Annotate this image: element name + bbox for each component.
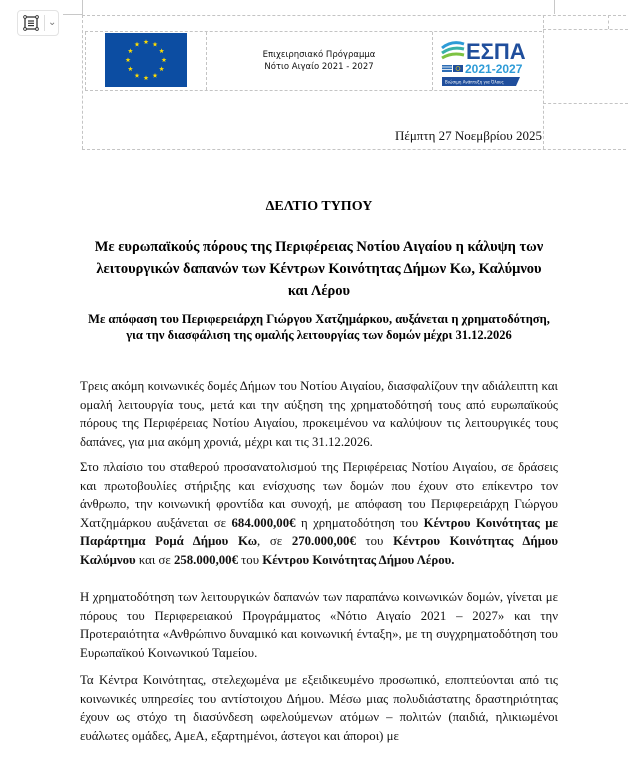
layout-options-button[interactable]: [17, 10, 59, 36]
document-date: Πέμπτη 27 Νοεμβρίου 2025: [394, 128, 542, 143]
paragraph-text: του: [355, 534, 394, 548]
margin-guide: [554, 0, 555, 14]
espa-name: ΕΣΠΑ: [465, 39, 526, 64]
community-center-name: Κέντρου Κοινότητας Δήμου Καλύμνου: [80, 534, 558, 567]
document-subtitle: Με ευρωπαϊκούς πόρους της Περιφέρειας Νοτίου Αιγαίου η κάλυψη των λειτουργικών δαπανών των Κέντρων Κοινότητας Δήμων Κω, Καλύμνου και Λέρου: [94, 239, 544, 299]
paragraph-text: και σε: [135, 552, 174, 567]
eu-star-icon: [162, 57, 167, 62]
eu-star-icon: [144, 39, 149, 44]
logo-row: [85, 31, 542, 91]
eu-star-icon: [153, 73, 158, 78]
table-border: [543, 15, 544, 149]
espa-logo[interactable]: [440, 34, 536, 88]
toolbar-separator: [44, 15, 45, 31]
table-border: [82, 15, 83, 149]
funding-amount: 270.000,00€: [291, 534, 356, 548]
eu-star-icon: [135, 42, 140, 47]
eu-logo-cell: [85, 32, 207, 90]
program-cell: [206, 32, 433, 90]
espa-tagline: Βιώσιμη Ανάπτυξη για Όλους: [444, 79, 504, 85]
eu-star-icon: [128, 66, 133, 71]
table-border: [543, 29, 628, 30]
paragraph-2: [80, 458, 558, 569]
paragraph-1: Τρεις ακόμη κοινωνικές δομές Δήμων του Νοτίου Αιγαίου, διασφαλίζουν την αδιάλειπτη και ομαλή λειτουργία τους, μετά και την αύξηση της χρηματοδότησή τους από ευρωπαϊκούς πόρους της Περιφέρειας Νοτίου Αιγαίου, προκειμένου να καλύψουν τις λειτουργικές τους δαπάνες, για μια ακόμη χρονιά, μέχρι και τις 31.12.2026.: [80, 379, 558, 449]
eu-star-icon: [153, 42, 158, 47]
paragraph-text: η χρηματοδότηση του: [295, 515, 424, 530]
paragraph-text: του: [237, 552, 263, 567]
paragraph-3: Η χρηματοδότηση των λειτουργικών δαπανών των παραπάνω κοινωνικών δομών, γίνεται με πόρους του Περιφερειακού Προγράμματος «Νότιο Αιγαίο 2021 – 2027» και την Προτεραιότητα «Ανθρώπινο δυναμικό και κοινωνική ένταξη», με τη συγχρηματοδότηση του Ευρωπαϊκού Κοινωνικού Ταμείου.: [80, 590, 558, 660]
eu-star-icon: [159, 66, 164, 71]
paragraph-text: Στο πλαίσιο του σταθερού προσανατολισμού της Περιφέρειας Νοτίου Αιγαίου, σε δράσεις και πρωτοβουλίες στήριξης και ενίσχυσης των δομών που έχουν στο επίκεντρο τον άνθρωπο, την κοινωνική φροντίδα και συνοχή, με απόφαση του Περιφερειάρχη Γιώργου Χατζημάρκου αυξάνεται σε: [80, 460, 558, 530]
program-period: Νότιο Αιγαίο 2021 - 2027: [264, 62, 374, 72]
chevron-down-icon[interactable]: ⌄: [48, 17, 57, 28]
margin-guide: [82, 0, 83, 14]
document-title: ΔΕΛΤΙΟ ΤΥΠΟΥ: [265, 199, 373, 214]
paragraph-text: , σε: [257, 534, 292, 548]
community-center-name: Κέντρου Κοινότητας με Παράρτημα Ρομά Δήμου Κω: [80, 515, 559, 548]
eu-star-icon: [159, 48, 164, 53]
eu-stars-icon: [105, 33, 187, 87]
layout-options-icon[interactable]: [20, 12, 42, 34]
table-border: [543, 103, 628, 104]
program-name: Επιχειρησιακό Πρόγραμμα: [262, 50, 376, 60]
eu-star-icon: [144, 75, 149, 80]
eu-flag-logo[interactable]: [105, 33, 187, 87]
espa-logo-cell: [433, 32, 542, 90]
funding-amount: 258.000,00€: [173, 552, 238, 567]
table-border: [608, 15, 609, 29]
espa-years: 2021-2027: [464, 62, 522, 76]
community-center-name: Κέντρου Κοινότητας Δήμου Λέρου.: [262, 552, 455, 567]
document-lead: Με απόφαση του Περιφερειάρχη Γιώργου Χατζημάρκου, αυξάνεται η χρηματοδότηση, για την διασφάλιση της ομαλής λειτουργίας των δομών μέχρι 31.12.2026: [88, 312, 550, 342]
eu-star-icon: [128, 48, 133, 53]
paragraph-4: Τα Κέντρα Κοινότητας, στελεχωμένα με εξειδικευμένο προσωπικό, εποπτεύονται από τις κοινωνικές υπηρεσίες του αντίστοιχου Δήμου. Μέσω μιας πολυδιάστατης δραστηριότητας έχουν ως στόχο τη διασύνδεση ωφελούμενων ατόμων – πολιτών (παιδιά, ηλικιωμένοι ευάλωτες ομάδες, ΑμεΑ, εξαρτημένοι, άστεγοι και άποροι) με: [80, 673, 558, 743]
eu-star-icon: [126, 57, 131, 62]
funding-amount: 684.000,00€: [231, 515, 296, 530]
eu-star-icon: [135, 73, 140, 78]
margin-guide: [63, 14, 83, 15]
